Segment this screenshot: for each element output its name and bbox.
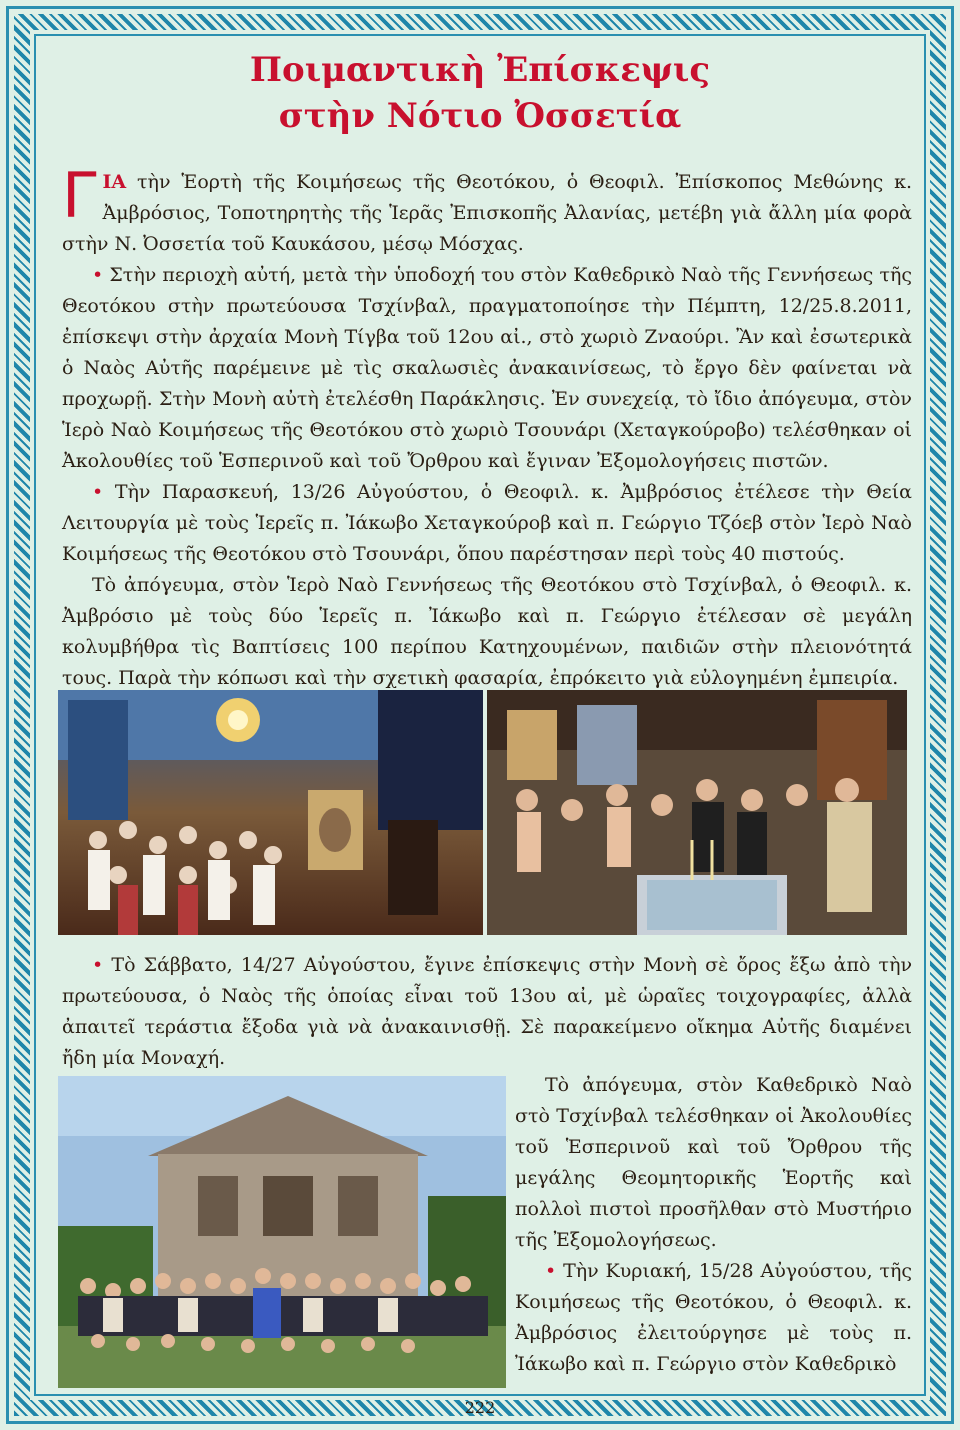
- title-line-1: Ποιμαντικὴ Ἐπίσκεψις: [249, 50, 711, 90]
- photo-church-interior-image: [58, 690, 483, 935]
- intro-paragraph: [62, 159, 912, 260]
- paragraph-6: • Τὴν Κυριακή, 15/28 Αὐγούστου, τῆς Κοιμήσεως τῆς Θεοτόκου, ὁ Θεοφιλ. κ. Ἀμβρόσιος ἐλειτούργησε μὲ τοὺς π. Ἰάκωβο καὶ π. Γεώργιο στὸν Καθεδρικὸ: [515, 1260, 912, 1375]
- bullet-icon: •: [92, 481, 104, 503]
- paragraph-4: • Τὸ Σάββατο, 14/27 Αὐγούστου, ἔγινε ἐπίσκεψις στὴν Μονὴ σὲ ὄρος ἔξω ἀπὸ τὴν πρωτεύουσα, ὁ Ναὸς τῆς ὁποίας εἶναι τοῦ 13ου αἰ, μὲ ὡραῖες τοιχογραφίες, ἀλλὰ ἀπαιτεῖ τεράστια ἔξοδα γιὰ νὰ ἀνακαινισθῇ. Σὲ παρακείμενο οἴκημα Αὐτῆς διαμένει ἤδη μία Μοναχή.: [62, 954, 912, 1069]
- paragraph-3: Τὸ ἀπόγευμα, στὸν Ἱερὸ Ναὸ Γεννήσεως τῆς Θεοτόκου στὸ Τσχίνβαλ, ὁ Θεοφιλ. κ. Ἀμβρόσιο μὲ τοὺς δύο Ἱερεῖς π. Ἰάκωβο καὶ π. Γεώργιο ἐτέλεσαν σὲ μεγάλη κολυμβήθρα τὶς Βαπτίσεις 100 περίπου Κατηχουμένων, παιδιῶν στὴν πλειονότητά τους. Παρὰ τὴν κόπωσι καὶ τὴν σχετικὴ φασαρία, ἐπρόκειτο γιὰ εὐλογημένη ἐμπειρία.: [62, 574, 912, 689]
- article-body-bottom: [515, 1070, 912, 1380]
- article-body-top: [62, 159, 912, 694]
- bullet-icon: •: [92, 954, 104, 976]
- paragraph-5: Τὸ ἀπόγευμα, στὸν Καθεδρικὸ Ναὸ στὸ Τσχίνβαλ τελέσθηκαν οἱ Ἀκολουθίες τοῦ Ἑσπερινοῦ καὶ τοῦ Ὄρθρου τῆς μεγάλης Θεομητορικῆς Ἑορτῆς καὶ πολλοὶ πιστοὶ προσῆλθαν στὸ Μυστήριο τῆς Ἐξομολογήσεως.: [515, 1074, 912, 1251]
- intro-caps: ΙΑ: [102, 171, 127, 193]
- photo-church-interior: [58, 690, 483, 935]
- bullet-icon: •: [545, 1260, 557, 1282]
- paragraph-2: • Τὴν Παρασκευή, 13/26 Αὐγούστου, ὁ Θεοφιλ. κ. Ἀμβρόσιος ἐτέλεσε τὴν Θεία Λειτουργία μὲ τοὺς Ἱερεῖς π. Ἰάκωβο Χεταγκούροβ καὶ π. Γεώργιο Τζόεβ στὸν Ἱερὸ Ναὸ Κοιμήσεως τῆς Θεοτόκου στὸ Τσουνάρι, ὅπου παρέστησαν περὶ τοὺς 40 πιστούς.: [62, 481, 912, 565]
- intro-text: τὴν Ἑορτὴ τῆς Κοιμήσεως τῆς Θεοτόκου, ὁ Θεοφιλ. Ἐπίσκοπος Μεθώνης κ. Ἀμβρόσιος, Τοποτηρητὴς τῆς Ἱερᾶς Ἐπισκοπῆς Ἀλανίας, μετέβη γιὰ ἄλλη μία φορὰ στὴν Ν. Ὀσσετία τοῦ Καυκάσου, μέσῳ Μόσχας.: [62, 171, 912, 255]
- photo-baptism: [487, 690, 907, 935]
- photo-baptism-image: [487, 690, 907, 935]
- page-number: 222: [464, 1398, 496, 1417]
- bullet-icon: •: [92, 264, 104, 286]
- drop-cap: Γ: [62, 159, 97, 232]
- photo-group-outside-church: [58, 1076, 506, 1388]
- photo-group-image: [58, 1076, 506, 1388]
- paragraph-1: • Στὴν περιοχὴ αὐτή, μετὰ τὴν ὑποδοχή του στὸν Καθεδρικὸ Ναὸ τῆς Γεννήσεως τῆς Θεοτόκου στὴν πρωτεύουσα Τσχίνβαλ, πραγματοποίησε τὴν Πέμπτη, 12/25.8.2011, ἐπίσκεψι στὴν ἀρχαία Μονὴ Τίγβα τοῦ 12ου αἰ., στὸ χωριὸ Ζναούρι. Ἂν καὶ ἐσωτερικὰ ὁ Ναὸς Αὐτῆς παρέμεινε μὲ τὶς σκαλωσιὲς ἀνακαινίσεως, τὸ ἔργο δὲν φαίνεται νὰ προχωρῇ. Στὴν Μονὴ αὐτὴ ἐτελέσθη Παράκλησις. Ἐν συνεχείᾳ, τὸ ἴδιο ἀπόγευμα, στὸν Ἱερὸ Ναὸ Κοιμήσεως τῆς Θεοτόκου στὸ χωριὸ Τσουνάρι (Χεταγκούροβο) τελέσθηκαν οἱ Ἀκολουθίες τοῦ Ἑσπερινοῦ καὶ τοῦ Ὄρθρου καὶ ἔγιναν Ἐξομολογήσεις πιστῶν.: [62, 264, 912, 472]
- title-line-2: στὴν Νότιο Ὀσσετία: [278, 96, 682, 136]
- article-body-middle: [62, 950, 912, 1074]
